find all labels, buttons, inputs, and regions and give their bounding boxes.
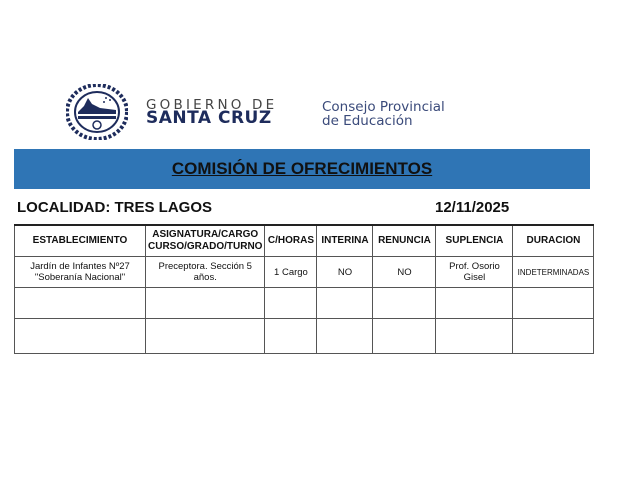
header-duracion: DURACION [513,225,594,257]
empty-cell [373,288,436,319]
council-line1: Consejo Provincial [322,99,445,115]
header-asignatura-line1: ASIGNATURA/CARGO [152,229,259,240]
table-header-row [15,225,594,257]
gov-line1: GOBIERNO DE [146,97,278,113]
cell-suplencia [436,257,513,288]
cell-suplencia-line2: Gisel [463,272,486,283]
page-title: COMISIÓN DE OFRECIMIENTOS [171,159,433,178]
gov-line2: SANTA CRUZ [146,108,272,128]
empty-cell [15,319,146,354]
localidad-label: LOCALIDAD: TRES LAGOS [17,199,212,216]
cell-asignatura [146,257,265,288]
cell-renuncia: NO [373,257,436,288]
cell-suplencia-line1: Prof. Osorio [449,261,500,272]
cell-choras: 1 Cargo [265,257,317,288]
cell-interina: NO [317,257,373,288]
offers-table [14,224,594,354]
header-renuncia: RENUNCIA [373,225,436,257]
cell-establecimiento [15,257,146,288]
empty-cell [265,319,317,354]
header-choras: C/HORAS [265,225,317,257]
date-label: 12/11/2025 [435,199,510,216]
cell-duracion: INDETERMINADAS [513,257,594,288]
header-asignatura-line2: CURSO/GRADO/TURNO [148,241,263,252]
cell-asignatura-line2: años. [193,272,217,283]
empty-cell [317,288,373,319]
empty-cell [15,288,146,319]
council-line2: de Educación [322,113,413,129]
empty-cell [146,319,265,354]
header-interina: INTERINA [317,225,373,257]
cell-establecimiento-line1: Jardín de Infantes Nº27 [30,261,130,272]
santa-cruz-seal-icon [66,84,128,140]
empty-cell [317,319,373,354]
header-asignatura [146,225,265,257]
empty-cell [436,288,513,319]
empty-cell [265,288,317,319]
table-row-empty [15,319,594,354]
cell-asignatura-line1: Preceptora. Sección 5 [158,261,252,272]
empty-cell [513,319,594,354]
table-row [15,257,594,288]
table-row-empty [15,288,594,319]
header-establecimiento: ESTABLECIMIENTO [15,225,146,257]
empty-cell [436,319,513,354]
empty-cell [146,288,265,319]
empty-cell [513,288,594,319]
title-banner [14,149,590,189]
header-suplencia: SUPLENCIA [436,225,513,257]
empty-cell [373,319,436,354]
cell-establecimiento-line2: "Soberanía Nacional" [34,272,126,283]
